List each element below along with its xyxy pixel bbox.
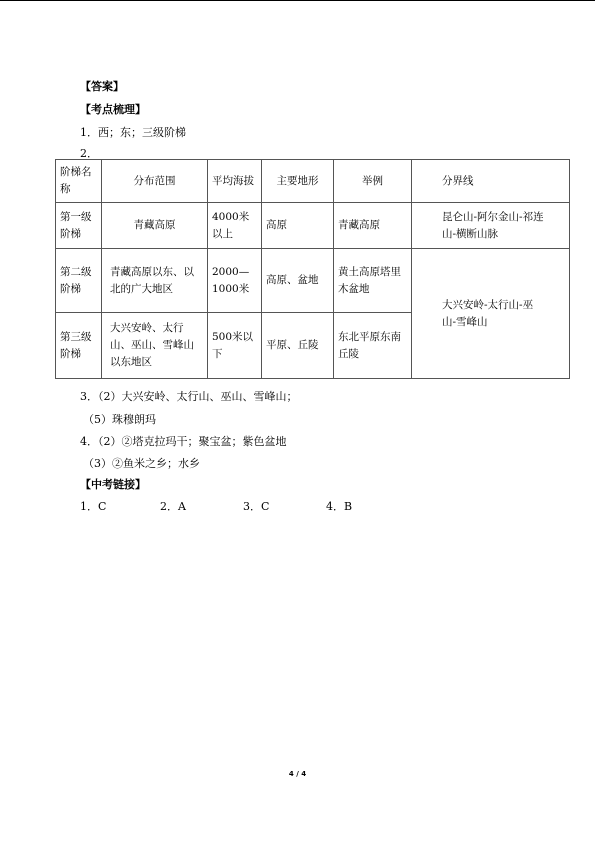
header-cell: 举例 xyxy=(334,160,412,203)
choice-answer: 1．C xyxy=(80,500,107,513)
header-cell: 主要地形 xyxy=(262,160,334,203)
answer-line-1: 1．西；东；三级阶梯 xyxy=(80,126,186,139)
answer-line-2: 2． xyxy=(80,147,98,160)
header-cell: 分布范围 xyxy=(102,160,208,203)
table-cell: 高原 xyxy=(262,203,334,249)
table-cell: 青藏高原以东、以北的广大地区 xyxy=(102,249,208,313)
heading-zhongkao: 【中考链接】 xyxy=(80,478,146,491)
header-cell: 分界线 xyxy=(412,160,570,203)
table-row xyxy=(56,249,570,313)
boundary-cell: 昆仑山-阿尔金山-祁连山-横断山脉 xyxy=(412,203,570,249)
table-cell: 4000米以上 xyxy=(208,203,262,249)
header-cell: 阶梯名称 xyxy=(56,160,102,203)
table-cell: 高原、盆地 xyxy=(262,249,334,313)
answer-line-3: 3．（2）大兴安岭、太行山、巫山、雪峰山； xyxy=(80,390,298,403)
terrain-ladder-table xyxy=(55,159,570,379)
table-cell: 东北平原东南丘陵 xyxy=(334,313,412,379)
table-row xyxy=(56,203,570,249)
table-header-row xyxy=(56,160,570,203)
table-cell: 青藏高原 xyxy=(102,203,208,249)
table-cell: 第三级阶梯 xyxy=(56,313,102,379)
table-cell: 大兴安岭、太行山、巫山、雪峰山以东地区 xyxy=(102,313,208,379)
choice-answer: 2．A xyxy=(160,500,186,513)
table-cell: 黄土高原塔里木盆地 xyxy=(334,249,412,313)
table-cell: 第二级阶梯 xyxy=(56,249,102,313)
heading-answer: 【答案】 xyxy=(80,80,124,93)
answer-line-5: 4．（2）②塔克拉玛干；聚宝盆；紫色盆地 xyxy=(80,435,287,448)
answer-line-6: （3）②鱼米之乡；水乡 xyxy=(83,457,200,470)
table-cell: 500米以下 xyxy=(208,313,262,379)
table-cell: 平原、丘陵 xyxy=(262,313,334,379)
top-rule xyxy=(0,0,595,1)
heading-kaodian: 【考点梳理】 xyxy=(80,103,146,116)
table-cell: 青藏高原 xyxy=(334,203,412,249)
page-number: 4 / 4 xyxy=(288,770,307,778)
table-cell: 2000—1000米 xyxy=(208,249,262,313)
choice-answer: 4．B xyxy=(326,500,353,513)
table-cell: 第一级阶梯 xyxy=(56,203,102,249)
choice-answer: 3．C xyxy=(243,500,270,513)
answer-line-4: （5）珠穆朗玛 xyxy=(83,413,156,426)
boundary-cell: 大兴安岭-太行山-巫山-雪峰山 xyxy=(412,249,570,379)
header-cell: 平均海拔 xyxy=(208,160,262,203)
